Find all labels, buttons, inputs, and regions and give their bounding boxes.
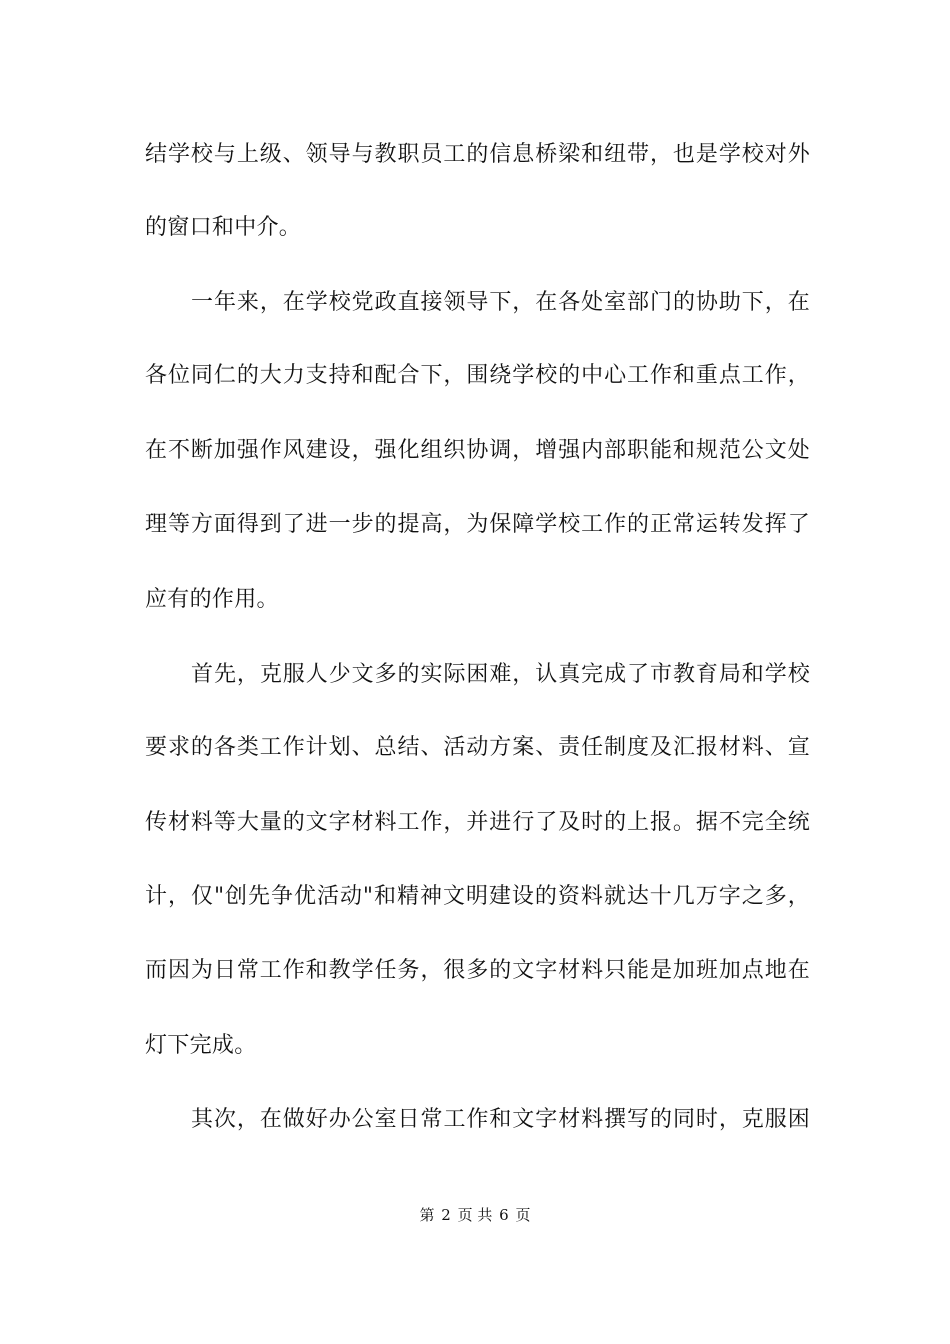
paragraph-first-line: 其次，在做好办公室日常工作和文字材料撰写的同时，克服困 [191, 1107, 810, 1132]
text-line: 灯下完成。 [145, 1033, 257, 1058]
paragraph-first-line: 一年来，在学校党政直接领导下，在各处室部门的协助下，在 [191, 290, 810, 315]
footer-total-pages: 6 [499, 1206, 509, 1224]
text-line: 结学校与上级、领导与教职员工的信息桥梁和纽带，也是学校对外 [145, 142, 810, 167]
text-line: 要求的各类工作计划、总结、活动方案、责任制度及汇报材料、宣 [145, 735, 810, 760]
text-line: 应有的作用。 [145, 587, 279, 612]
text-line: 而因为日常工作和教学任务，很多的文字材料只能是加班加点地在 [145, 958, 810, 983]
text-line: 各位同仁的大力支持和配合下，围绕学校的中心工作和重点工作， [145, 363, 810, 388]
text-line: 的窗口和中介。 [145, 215, 302, 240]
text-line: 计，仅"创先争优活动"和精神文明建设的资料就达十几万字之多， [145, 884, 810, 909]
text-line: 传材料等大量的文字材料工作，并进行了及时的上报。据不完全统 [145, 810, 810, 835]
page-footer [0, 1205, 950, 1225]
footer-suffix: 页 [515, 1206, 531, 1224]
footer-current-page: 2 [441, 1206, 451, 1224]
footer-prefix: 第 [419, 1206, 435, 1224]
text-line: 在不断加强作风建设，强化组织协调，增强内部职能和规范公文处 [145, 438, 810, 463]
paragraph-first-line: 首先，克服人少文多的实际困难，认真完成了市教育局和学校 [191, 662, 810, 687]
footer-middle: 页 共 [457, 1206, 493, 1224]
text-line: 理等方面得到了进一步的提高，为保障学校工作的正常运转发挥了 [145, 512, 810, 537]
